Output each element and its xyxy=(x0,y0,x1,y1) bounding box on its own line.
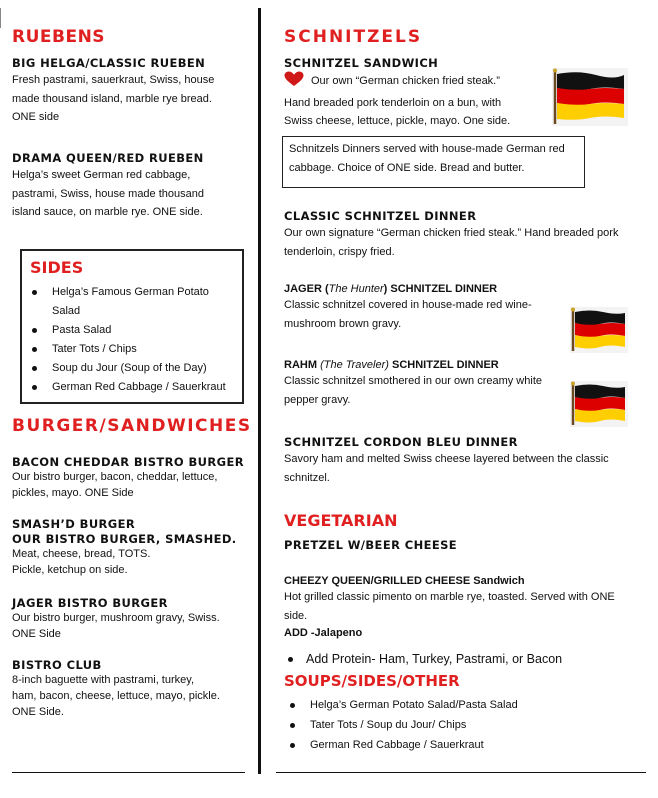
item-desc-1: 8-inch baguette with pastrami, turkey, xyxy=(12,674,194,686)
item-subtitle: OUR BISTRO BURGER, SMASHED. xyxy=(12,532,237,546)
add-protein-list xyxy=(284,649,654,669)
title-part: JAGER ( xyxy=(284,283,329,295)
soups-sides-heading: SOUPS/SIDES/OTHER xyxy=(284,672,460,690)
list-item: German Red Cabbage / Sauerkraut xyxy=(284,735,654,755)
list-item: German Red Cabbage / Sauerkraut xyxy=(24,378,239,397)
note-line-1: Schnitzels Dinners served with house-made German red xyxy=(289,143,565,155)
item-desc-3: Swiss cheese, lettuce, pickle, mayo. One side. xyxy=(284,115,511,127)
item-desc-2: Pickle, ketchup on side. xyxy=(12,564,128,576)
sides-box xyxy=(20,249,244,404)
item-desc-1: Classic schnitzel covered in house-made red wine- xyxy=(284,299,532,311)
list-item: Tater Tots / Soup du Jour/ Chips xyxy=(284,715,654,735)
bottom-rule-right xyxy=(276,772,646,773)
cheezy-queen-item xyxy=(284,575,654,639)
vegetarian-heading: VEGETARIAN xyxy=(284,511,398,530)
item-title: SCHNITZEL SANDWICH xyxy=(284,56,439,70)
note-line-2: cabbage. Choice of ONE side. Bread and butter. xyxy=(289,162,525,174)
german-flag-icon xyxy=(552,68,628,131)
list-item: Tater Tots / Chips xyxy=(24,340,239,359)
item-desc-3: island sauce, on marble rye. ONE side. xyxy=(12,206,203,218)
item-desc-1: Our bistro burger, mushroom gravy, Swiss. xyxy=(12,612,220,624)
item-desc-3: ONE side xyxy=(12,111,60,123)
schnitzel-sandwich xyxy=(284,56,554,131)
burger-item-bistro-club xyxy=(12,658,252,720)
item-desc-1 xyxy=(284,71,554,94)
title-italic: The Hunter xyxy=(328,283,384,295)
item-desc-text: Our own “German chicken fried steak.” xyxy=(311,75,500,87)
title-part: RAHM xyxy=(284,359,321,371)
title-part: CHEEZY QUEEN/GRILLED CHEESE xyxy=(284,575,471,587)
add-jalapeno: ADD -Jalapeno xyxy=(284,627,363,639)
jager-schnitzel-dinner xyxy=(284,283,574,333)
item-desc-2: ham, bacon, cheese, lettuce, mayo, pickle. xyxy=(12,690,220,702)
item-desc-1: Our bistro burger, bacon, cheddar, lettuce, xyxy=(12,471,218,483)
pretzel-item-title: PRETZEL W/BEER CHEESE xyxy=(284,538,458,552)
rahm-schnitzel-dinner xyxy=(284,359,574,409)
item-title: SMASH’D BURGER xyxy=(12,517,136,531)
item-desc-2: schnitzel. xyxy=(284,471,330,484)
burger-item-jager xyxy=(12,596,252,642)
title-part: SCHNITZEL DINNER xyxy=(388,359,499,371)
item-desc-2: tenderloin, crispy fried. xyxy=(284,245,395,258)
schnitzels-heading: SCHNITZELS xyxy=(284,27,423,47)
item-desc-2: pastrami, Swiss, house made thousand xyxy=(12,187,204,200)
item-desc-2: mushroom brown gravy. xyxy=(284,317,402,330)
soups-sides-list xyxy=(284,695,654,755)
sides-heading: SIDES xyxy=(30,258,84,277)
center-divider xyxy=(258,8,261,774)
burger-item-smashd xyxy=(12,517,252,578)
item-title: BIG HELGA/CLASSIC RUEBEN xyxy=(12,56,206,70)
item-title xyxy=(284,359,574,371)
sides-list xyxy=(24,283,239,397)
item-desc-2: pickles, mayo. ONE Side xyxy=(12,487,134,499)
rubens-heading: RUEBENS xyxy=(12,27,106,47)
item-title: JAGER BISTRO BURGER xyxy=(12,596,168,610)
list-item: Pasta Salad xyxy=(24,321,239,340)
item-desc-1: Classic schnitzel smothered in our own creamy white xyxy=(284,375,542,387)
item-desc-2: pepper gravy. xyxy=(284,393,351,406)
title-part: Sandwich xyxy=(470,575,525,587)
item-title: DRAMA QUEEN/RED RUEBEN xyxy=(12,151,204,165)
item-title xyxy=(284,283,574,295)
item-desc-1: Helga’s sweet German red cabbage, xyxy=(12,169,191,181)
title-part: ) SCHNITZEL DINNER xyxy=(383,283,498,295)
item-desc-1: Meat, cheese, bread, TOTS. xyxy=(12,548,151,560)
rueben-item-drama-queen xyxy=(12,151,252,222)
heart-icon xyxy=(284,71,304,94)
item-desc-3: ONE Side. xyxy=(12,706,64,718)
item-desc-1: Fresh pastrami, sauerkraut, Swiss, house xyxy=(12,74,215,86)
item-desc-1: Savory ham and melted Swiss cheese layered between the classic xyxy=(284,453,609,465)
item-title: BISTRO CLUB xyxy=(12,658,102,672)
item-desc-2: side. xyxy=(284,609,308,622)
list-item: Soup du Jour (Soup of the Day) xyxy=(24,359,239,378)
classic-schnitzel-dinner xyxy=(284,209,654,261)
burger-item-bacon-cheddar xyxy=(12,455,252,501)
schnitzel-cordon-bleu-dinner xyxy=(284,435,654,487)
item-title: SCHNITZEL CORDON BLEU DINNER xyxy=(284,435,518,449)
item-desc-1: Our own signature “German chicken fried steak.” Hand breaded pork xyxy=(284,227,619,239)
left-edge-line xyxy=(0,8,1,28)
list-item: Helga’s German Potato Salad/Pasta Salad xyxy=(284,695,654,715)
item-title: BACON CHEDDAR BISTRO BURGER xyxy=(12,455,244,469)
schnitzel-dinners-note-box xyxy=(282,136,585,188)
rueben-item-classic xyxy=(12,56,252,127)
list-item: Helga’s Famous German Potato xyxy=(24,283,239,302)
item-title xyxy=(284,575,654,587)
title-italic: (The Traveler) xyxy=(320,359,389,371)
item-desc-2: Hand breaded pork tenderloin on a bun, with xyxy=(284,96,502,109)
list-item-continued: Salad xyxy=(52,305,81,317)
german-flag-icon xyxy=(570,381,628,432)
bottom-rule-left xyxy=(12,772,245,773)
burgers-heading: BURGER/SANDWICHES xyxy=(12,416,252,436)
item-desc-2: ONE Side xyxy=(12,628,61,640)
item-desc-1: Hot grilled classic pimento on marble rye, toasted. Served with ONE xyxy=(284,591,615,603)
item-desc-2: made thousand island, marble rye bread. xyxy=(12,92,212,105)
list-item: Add Protein- Ham, Turkey, Pastrami, or Bacon xyxy=(284,649,654,669)
german-flag-icon xyxy=(570,307,628,358)
item-title: CLASSIC SCHNITZEL DINNER xyxy=(284,209,477,223)
